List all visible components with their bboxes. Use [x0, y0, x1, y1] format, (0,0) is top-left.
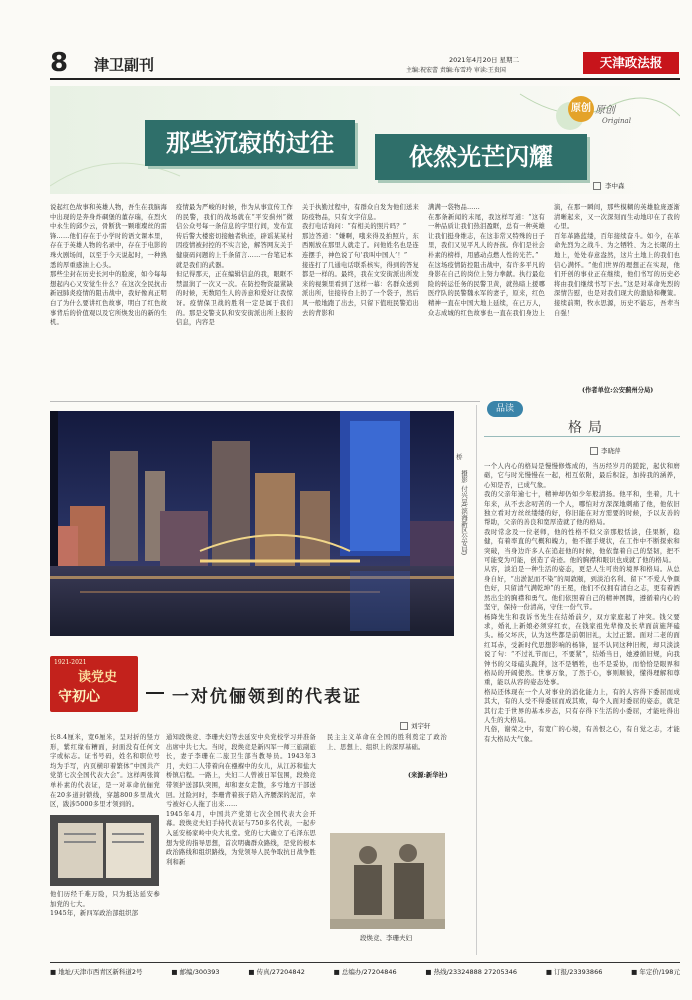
header-rule: [50, 78, 680, 80]
section-title: 津卫副刊: [94, 56, 155, 74]
newspaper-logo: 天津政法报: [583, 52, 679, 74]
photo-title: 桥: [456, 453, 463, 461]
article1-column-1: 说起红色故事和英雄人物，吾生在我脑海中出现的是奔身炸碉堡的董存瑞，在烈火中永生的邱少云，骨断犹一颗璀璨丝的雷锋……他们存在于小学时的语文课本里，存在于英雄人物的名录中，存在于电影的珠火剧场间，以至于今天说起时，一种熟悉的厚重感油上心头。 那些尘封在历史长河中的脸庞，如今每每想起内心又安觉生什么？在这次全民抗击新冠肺炎疫情的阻击战中，我好像真正明白了为什么要讲红色故事，明白了红色故事背后的价值观以及它所焕发出的新的生机。: [50, 204, 167, 327]
article3-column-2: 通知段焕竞、李珊夫妇等去延安中央党校学习并准备出席中共七大。当时，段焕竞是新四军一师三旅副旅长，妻子李珊在二旅卫生部当教导员。1943年3月，夫妇二人带着向在襁褓中的女儿，从江苏和盐大桥镇启程。一路上，夫妇二人曾被日军包围，段焕竞带领护送部队突围，却和妻女走散，多亏地方干部送回。过险河时，李珊背着孩子陪入齐腰深的泥沼，幸亏被好心人拖了出来…… 1945年4月，中国共产党第七次全国代表大会开幕。段焕竞夫妇手持代表证与750多名代表，一起步入延安杨家岭中央大礼堂。党的七大确立了毛泽东思想为党的指导思想，首次明确群众路线，是党的根本政治路线和组织路线，为党领导人民争取抗日战争胜利和新: [166, 734, 316, 866]
editor-credits: 主编:祝宏蕾 责编:布雪玲 审读:王贵国: [406, 67, 506, 74]
article3-author: 刘宇轩: [411, 722, 431, 730]
byline-square-icon: [593, 182, 601, 190]
article1-column-4: 满满一袋物品…… 在那条新闻的末尾，我这样写道：“这有一种品质让我们热泪盈眶，总有一种英雄让我们挺身维志，在这非常又特殊的日子里，我们又见平凡人的吾孩。你们是社会朴素的榜样，用感动点燃人性的光芒。” 在这场疫情防控阻击战中，有许多平凡的身影在自己的岗位上努力拳献。执行最危险的转运任务的民警卫黄，就热暗上援哪医疗队的民警魏永军的妻子，原来，红色精神一直在中国大地上延续，在已万人，众志成城的红色故事也一直在我们身边上: [428, 204, 545, 317]
article1-title-part2: 依然光芒闪耀: [375, 134, 587, 180]
party-badge-line1: 读党史: [78, 670, 118, 685]
party-badge-years: 1921-2021: [54, 659, 87, 666]
footer-rule: [50, 962, 680, 963]
byline-square-icon: [400, 722, 408, 730]
original-badge-label: 原创: [595, 105, 615, 116]
footer-postcode: ■ 邮编/300393: [171, 968, 220, 976]
article1-column-3: 关于执勤过程中，有群众自发为他们送来防疫物品，只有文字信息。 我打电话询问：“有相关的照片吗？” 那边答道：“嫌啊，哦来得及拍照片，东西刚放在那里人就走了。问他姓名也是连连摆手，神色说了句‘我叫中国人’！” 接连打了几通电话联系核实，得到的答复都是一样的。最终，我在文安街派出所发来的视频里看到了这样一幕：名群众送到派出所，往接待台上扔了一个袋子，然后风一般地跑了出去，只留下值班民警追出去的背影和: [302, 204, 419, 317]
original-badge-en: Original: [602, 117, 631, 125]
section-divider: [50, 401, 480, 402]
read-badge: 品读: [487, 401, 523, 417]
footer-fax: ■ 传真/27204842: [248, 968, 305, 976]
article1-column-2: 疫情最为严峻的时候，作为从事宣传工作的民警，我们的战场就在“平安蓟州”微信公众号每一条信息的字里行间，发布宣传后警大楼密切接触者轨迹，辟谣某某村因疫情被封控的不实言论，解答网友关于健康码问题的上千条留言……一台笔记本就是我们的武器。 但记得那天，正在编辑信息的我，眼眶不禁温润了一次又一次。在防控物资最紧缺的时候，无数陌生人的善意和爱好让我惊讶。疫情保卫战的胜利一定是属于我们的。那是交警支队和安安街派出所上报的信息，内容是: [176, 204, 293, 327]
article3-book-caption: 他们历经千难万险，只为抵达延安参加党的七大。 1945年，新四军政治部组织部: [50, 891, 160, 918]
article2-byline: [590, 446, 621, 455]
article2-body: 一个人内心的格局是慢慢修炼成的，当历经岁月的蹉跎，起伏和磨砺，它与时光慢慢在一起，相互依附，最后积淀，加持我的涵养，心知是否，已成气象。 我的父亲年逾七十，精神却仍如少年般清扬。他平和，坐着，几十年来，从不去念叨苦的一个人，哪怕对方深深地刺痛了他，他依旧独立看对方丝丝缕缕的好，你旧能在对方需要的时候，予以友善的帮助，父亲的善良和宽厚造就了他的格局。 我时常念及一位老师，他的性格不似父亲那般恬淡，佳果断，稳健，有着率直的气概和魄力，他不握手规状，在工作中不断探索和突破，当身边许多人在追赶他的时候，他依靠着自己的坚韧，把不可能变为可能，创造了奇迹。他的胸襟和眼识也成就了他的格局。 从容，淡泊是一种生活的姿态，更是人生可贵的境界和格局。从总身自好，“出淤泥而不染”的周敦颐，到淡泊名利、留下“不爱人争颜色好，只留清气满乾坤”的王冕，他们不仅拥有清白之志，更有着洒然出尘的胸襟和勇气。他们依照着自己的精神图腾，遵循着内心的坚守，保持一份清高，守住一份气节。 杨降先生和我诉书先生在结婚前夕，双方家庭起了冲突。钱父要求，婚礼上新娘必须穿红衣，在钱家祖先辈像及长辈面前施拜磕头。杨父坏庆，认为这些都是前朝旧礼，太过正繁。面对二老的面红耳赤，受新时代思想影响的杨锋，显不认同这种旧规，却只淡淡说了句：“不过礼节而已，不要紧”，结婚当日，她遵循旧规，向我钟书的父母磕头跪拜，这不是牺牲，也不是妥协，而恰恰是眼界和格局的开阔使然。世事万象，了然于心，事则顺彼，懂得理解和尊重，能以从容的姿态处事。 格局还体现在一个人对事业的消化能力上，有的人容得下委屈而成其大，有的人受不得委屈而成其败，每个人面对委屈的姿态，就是其行走于世界的基本步态，只有存得下生活的小委屈，才能吐得出人生的大格局。 凡俗，谢荣之中，有宽广的心境，有善恨之心，有自觉之志，才能有大格局大气象。: [484, 462, 680, 743]
article1-author: 李中森: [605, 182, 625, 190]
article1-author-note: (作者单位:公安蓟州分局): [582, 387, 654, 394]
couple-photo-caption: 段焕竞、李珊夫妇: [360, 934, 412, 942]
certificate-image: [50, 815, 159, 886]
footer-switchboard: ■ 总编办/27204846: [333, 968, 397, 976]
article3-column-1: 长8.4厘米，宽6厘米，呈对折的竖方形，紫红缘布糟面，封面没有任何文字或标志。证书号码，姓名和职位号均为手写，内页横印着繁体“中国共产党第七次全国代表大会”。这样两张简单朴素的代表证，是一对革命伉俪党在20多道封锁线，穿越800多里战火区，跋涉5000多里才领到的。: [50, 734, 160, 809]
footer-hotline: ■ 热线/23324888 27205346: [425, 968, 518, 976]
original-badge-icon: 原创: [568, 96, 594, 122]
photo-caption: 摄影 付兴晃(滨海新区公安局): [460, 470, 468, 556]
issue-date: 2021年4月20日 星期二: [449, 56, 520, 64]
article3-source: (来源:新华社): [408, 772, 448, 779]
party-history-badge: [50, 656, 138, 712]
couple-photo: [330, 833, 445, 929]
page-number: 8: [50, 48, 69, 78]
party-badge-line2: 守初心: [58, 689, 100, 705]
article2-title: 格局: [568, 420, 608, 436]
city-bridge-photo: [50, 411, 454, 636]
byline-square-icon: [590, 447, 598, 455]
certificate-photo: [50, 815, 159, 886]
article3-column-3: 民主主义革命在全国的胜利奠定了政治上、思想上、组织上的深厚基础。: [327, 734, 447, 751]
article3-byline: [400, 721, 431, 730]
footer-price: ■ 年定价/198元: [631, 968, 680, 976]
article2-author: 李晓萍: [601, 447, 621, 455]
article1-title-part1: 那些沉寂的过往: [145, 120, 355, 166]
footer: [50, 967, 680, 976]
article1-column-5: 演，在那一瞬间，那些模糊的英雄脸庞逐渐清晰起来，又一次深刻而生动地印在了我的心里。 百年革路蓝缕，百年接续奋斗。如今，在革命先烈为之战斗、为之牺牲、为之长眠的土地上，处处春意盎然，这片土地上的我们也信心满怀。“他们世界的理想正在实现，他们开创的事业正在继续，他们书写的历史必将由我们继续书写下去。”这是对革命先烈的深情告慰，也是对我们现大的激励和鞭策。接续前期，牧水思源，历史不能忘，吾辈当自强！: [554, 204, 680, 317]
column-divider: [476, 405, 477, 955]
photo-image: [50, 411, 454, 636]
title-dash: [146, 692, 164, 694]
couple-image: [330, 833, 445, 929]
article1-byline: [593, 181, 625, 190]
article3-title: 一对伉俪领到的代表证: [172, 687, 362, 707]
footer-address: ■ 地址/天津市西青区新科道2号: [50, 968, 143, 976]
footer-subscription: ■ 订报/23393866: [545, 968, 603, 976]
